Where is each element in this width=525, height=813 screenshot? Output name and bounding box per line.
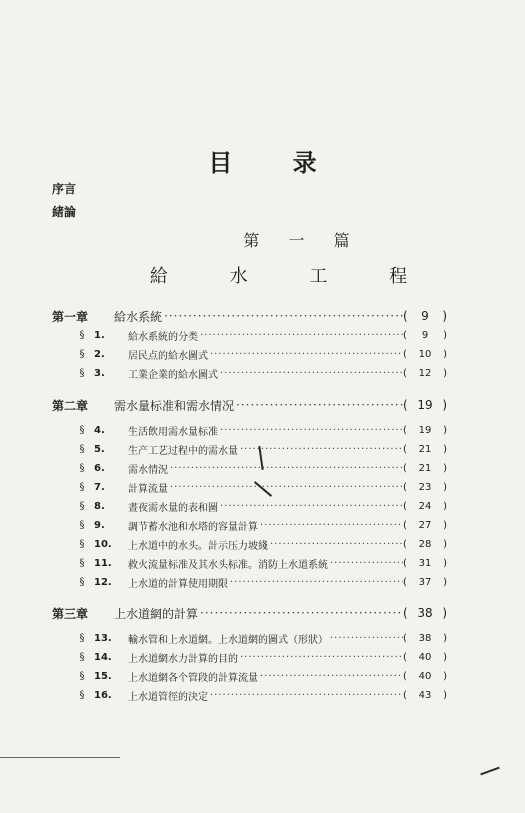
page-reference bbox=[403, 520, 447, 531]
page-title: 目 录 bbox=[208, 149, 343, 177]
scan-mark bbox=[0, 757, 120, 758]
page-number: 12 bbox=[418, 367, 432, 379]
page-reference bbox=[403, 309, 447, 323]
paren-close: ) bbox=[442, 398, 447, 412]
front-matter-preface: 序言 bbox=[52, 182, 77, 196]
toc-section-row bbox=[52, 440, 447, 458]
section-title: 上水道中的水头。計示压力坡綫 bbox=[128, 540, 268, 552]
section-title: 上水道管徑的決定 bbox=[128, 691, 208, 703]
dot-leader bbox=[198, 606, 403, 620]
section-number: 3. bbox=[94, 367, 105, 379]
dot-leader bbox=[218, 368, 403, 379]
page-number: 43 bbox=[418, 689, 432, 701]
section-number: 15. bbox=[94, 670, 112, 682]
page-number: 31 bbox=[418, 557, 432, 569]
dot-leader bbox=[328, 558, 403, 569]
section-title: 輸水管和上水道網。上水道網的圖式（形狀） bbox=[128, 634, 328, 646]
section-mark: § bbox=[79, 424, 85, 436]
toc-chapter-row bbox=[52, 395, 447, 415]
section-number: 4. bbox=[94, 424, 105, 436]
toc-section-row bbox=[52, 364, 447, 382]
page-reference bbox=[403, 690, 447, 701]
paren-open: ( bbox=[403, 309, 408, 323]
page-reference bbox=[403, 558, 447, 569]
toc-chapter-row bbox=[52, 306, 447, 326]
section-number: 13. bbox=[94, 632, 112, 644]
page-number: 37 bbox=[418, 576, 432, 588]
chapter-label: 第三章 bbox=[52, 606, 89, 621]
paren-close: ) bbox=[443, 557, 447, 569]
paren-close: ) bbox=[443, 481, 447, 493]
section-mark: § bbox=[79, 689, 85, 701]
page-number: 9 bbox=[421, 329, 429, 341]
chapter-title: 上水道網的計算 bbox=[114, 606, 199, 621]
paren-open: ( bbox=[403, 481, 407, 493]
page-reference bbox=[403, 463, 447, 474]
section-title: 上水道網各个管段的計算流量 bbox=[128, 672, 258, 684]
toc-section-row bbox=[52, 345, 447, 363]
paren-close: ) bbox=[442, 309, 447, 323]
section-number: 6. bbox=[94, 462, 105, 474]
section-number: 9. bbox=[94, 519, 105, 531]
paren-close: ) bbox=[443, 424, 447, 436]
section-mark: § bbox=[79, 632, 85, 644]
dot-leader bbox=[218, 501, 403, 512]
section-title: 居民点的給水圖式 bbox=[128, 350, 208, 362]
section-mark: § bbox=[79, 519, 85, 531]
paren-open: ( bbox=[403, 606, 408, 620]
paren-close: ) bbox=[443, 632, 447, 644]
section-mark: § bbox=[79, 462, 85, 474]
paren-close: ) bbox=[443, 670, 447, 682]
part-name: 給 水 工 程 bbox=[149, 266, 436, 287]
toc-section-row bbox=[52, 478, 447, 496]
section-mark: § bbox=[79, 443, 85, 455]
page-number: 40 bbox=[418, 651, 432, 663]
page-number: 24 bbox=[418, 500, 432, 512]
page-number: 38 bbox=[418, 632, 432, 644]
page-reference bbox=[403, 398, 447, 412]
toc-section-row bbox=[52, 535, 447, 553]
front-matter-introduction: 緒論 bbox=[52, 205, 77, 219]
paren-open: ( bbox=[403, 398, 408, 412]
paren-open: ( bbox=[403, 651, 407, 663]
page-number: 38 bbox=[417, 606, 433, 620]
paren-open: ( bbox=[403, 500, 407, 512]
section-number: 16. bbox=[94, 689, 112, 701]
section-mark: § bbox=[79, 481, 85, 493]
section-number: 2. bbox=[94, 348, 105, 360]
paren-open: ( bbox=[403, 670, 407, 682]
paren-open: ( bbox=[403, 424, 407, 436]
page-reference bbox=[403, 539, 447, 550]
section-number: 5. bbox=[94, 443, 105, 455]
paren-open: ( bbox=[403, 348, 407, 360]
dot-leader bbox=[238, 444, 403, 455]
toc-section-row bbox=[52, 421, 447, 439]
section-number: 11. bbox=[94, 557, 112, 569]
page-number: 10 bbox=[418, 348, 432, 360]
section-title: 晝夜需水量的表和圖 bbox=[128, 502, 218, 514]
dot-leader bbox=[328, 633, 403, 644]
section-title: 計算流量 bbox=[128, 483, 168, 495]
page-number: 23 bbox=[418, 481, 432, 493]
section-title: 生活飲用需水量标准 bbox=[128, 426, 218, 438]
section-number: 10. bbox=[94, 538, 112, 550]
page-number: 27 bbox=[418, 519, 432, 531]
section-mark: § bbox=[79, 367, 85, 379]
toc-chapter-row bbox=[52, 603, 447, 623]
paren-open: ( bbox=[403, 557, 407, 569]
dot-leader bbox=[198, 330, 403, 341]
toc-section-row bbox=[52, 667, 447, 685]
section-mark: § bbox=[79, 651, 85, 663]
dot-leader bbox=[234, 398, 403, 412]
page-reference bbox=[403, 482, 447, 493]
toc-section-row bbox=[52, 554, 447, 572]
section-mark: § bbox=[79, 670, 85, 682]
section-number: 1. bbox=[94, 329, 105, 341]
paren-close: ) bbox=[443, 462, 447, 474]
section-mark: § bbox=[79, 329, 85, 341]
paren-close: ) bbox=[443, 329, 447, 341]
page-number: 21 bbox=[418, 462, 432, 474]
paren-open: ( bbox=[403, 519, 407, 531]
chapter-title: 需水量标准和需水情况 bbox=[114, 398, 235, 413]
paren-open: ( bbox=[403, 576, 407, 588]
section-title: 需水情況 bbox=[128, 464, 168, 476]
section-title: 工業企業的給水圖式 bbox=[128, 369, 218, 381]
section-title: 給水系統的分类 bbox=[128, 331, 198, 343]
paren-open: ( bbox=[403, 689, 407, 701]
paren-close: ) bbox=[443, 538, 447, 550]
section-mark: § bbox=[79, 557, 85, 569]
dot-leader bbox=[258, 520, 403, 531]
section-mark: § bbox=[79, 500, 85, 512]
dot-leader bbox=[168, 482, 403, 493]
chapter-label: 第一章 bbox=[52, 309, 89, 324]
scan-mark bbox=[480, 767, 499, 776]
paren-open: ( bbox=[403, 367, 407, 379]
page-reference bbox=[403, 330, 447, 341]
section-number: 8. bbox=[94, 500, 105, 512]
dot-leader bbox=[258, 671, 403, 682]
page-reference bbox=[403, 577, 447, 588]
page-reference bbox=[403, 425, 447, 436]
paren-close: ) bbox=[443, 500, 447, 512]
page-reference bbox=[403, 671, 447, 682]
paren-open: ( bbox=[403, 462, 407, 474]
page-reference bbox=[403, 633, 447, 644]
toc-section-row bbox=[52, 497, 447, 515]
chapter-label: 第二章 bbox=[52, 398, 89, 413]
paren-close: ) bbox=[443, 348, 447, 360]
toc-section-row bbox=[52, 686, 447, 704]
dot-leader bbox=[268, 539, 403, 550]
part-number: 第 一 篇 bbox=[243, 231, 362, 250]
paren-open: ( bbox=[403, 632, 407, 644]
page-reference bbox=[403, 368, 447, 379]
section-mark: § bbox=[79, 538, 85, 550]
section-title: 調节蓄水池和水塔的容量計算 bbox=[128, 521, 258, 533]
paren-close: ) bbox=[443, 443, 447, 455]
section-number: 12. bbox=[94, 576, 112, 588]
chapter-title: 給水系統 bbox=[114, 309, 163, 324]
section-title: 救火流量标准及其水头标准。消防上水道系統 bbox=[128, 559, 328, 571]
section-title: 上水道的計算使用期限 bbox=[128, 578, 228, 590]
page-reference bbox=[403, 349, 447, 360]
paren-close: ) bbox=[443, 689, 447, 701]
section-mark: § bbox=[79, 576, 85, 588]
page-number: 40 bbox=[418, 670, 432, 682]
toc-section-row bbox=[52, 326, 447, 344]
paren-close: ) bbox=[443, 519, 447, 531]
dot-leader bbox=[218, 425, 403, 436]
page-reference bbox=[403, 652, 447, 663]
page-reference bbox=[403, 444, 447, 455]
toc-section-row bbox=[52, 459, 447, 477]
toc-section-row bbox=[52, 648, 447, 666]
dot-leader bbox=[238, 652, 403, 663]
page-number: 19 bbox=[417, 398, 433, 412]
section-title: 上水道網水力計算的目的 bbox=[128, 653, 238, 665]
dot-leader bbox=[208, 349, 403, 360]
dot-leader bbox=[228, 577, 403, 588]
page-reference bbox=[403, 606, 447, 620]
paren-close: ) bbox=[442, 606, 447, 620]
page-number: 9 bbox=[421, 309, 429, 323]
page-number: 28 bbox=[418, 538, 432, 550]
section-number: 14. bbox=[94, 651, 112, 663]
page-reference bbox=[403, 501, 447, 512]
toc-section-row bbox=[52, 516, 447, 534]
section-number: 7. bbox=[94, 481, 105, 493]
paren-close: ) bbox=[443, 651, 447, 663]
toc-section-row bbox=[52, 573, 447, 591]
paren-close: ) bbox=[443, 576, 447, 588]
paren-open: ( bbox=[403, 538, 407, 550]
page-number: 21 bbox=[418, 443, 432, 455]
paren-close: ) bbox=[443, 367, 447, 379]
section-title: 生产工艺过程中的需水量 bbox=[128, 445, 238, 457]
section-mark: § bbox=[79, 348, 85, 360]
dot-leader bbox=[208, 690, 403, 701]
page-number: 19 bbox=[418, 424, 432, 436]
dot-leader bbox=[162, 309, 403, 323]
paren-open: ( bbox=[403, 329, 407, 341]
toc-section-row bbox=[52, 629, 447, 647]
dot-leader bbox=[168, 463, 403, 474]
paren-open: ( bbox=[403, 443, 407, 455]
